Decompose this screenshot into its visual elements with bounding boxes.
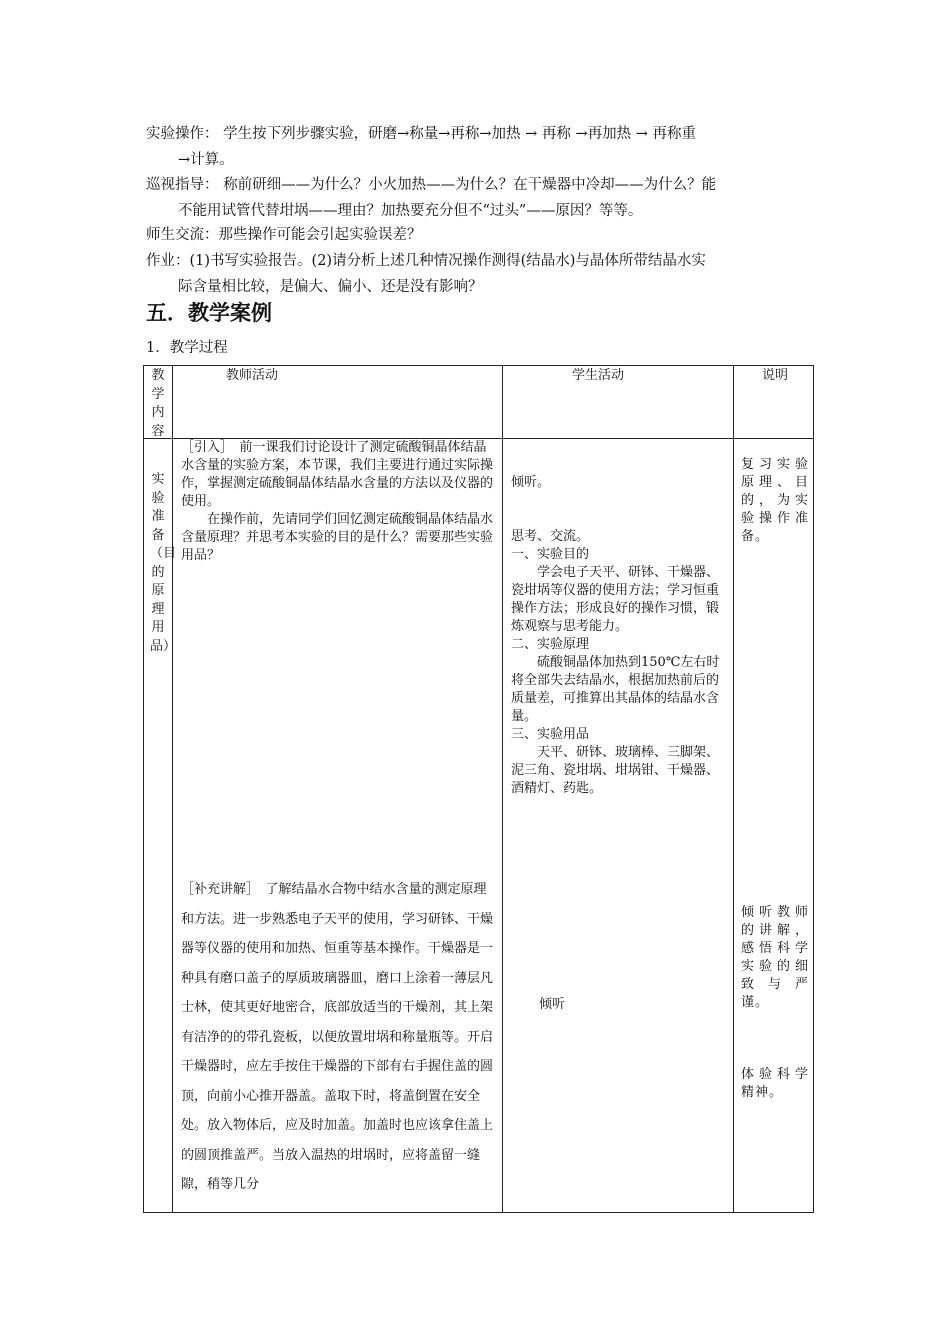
paragraph-guidance (146, 172, 810, 224)
purpose-heading: 一、实验目的 (511, 547, 590, 562)
operation-line1: 实验操作： 学生按下列步骤实验，研磨→称量→再称→加热 → 再称 →再加热 → 再称重 (146, 126, 697, 142)
paragraph-operation (146, 121, 810, 173)
header-content: 教学内容 (151, 368, 165, 439)
teacher-intro: ［引入］ 前一课我们讨论设计了测定硫酸铜晶体结晶水含量的实验方案，本节课，我们主要进行通过实际操作，掌握测定硫酸铜晶体结晶水含量的方法以及仪器的使用。 (181, 440, 494, 509)
header-student: 学生活动 (572, 368, 625, 383)
paragraph-homework (146, 248, 810, 300)
row-content-label: 实验准备（目的原理用品） (150, 472, 177, 654)
header-teacher: 教师活动 (226, 368, 279, 383)
note-listen: 倾听教师的讲解，感悟科学实验的细致与严谨。 (741, 905, 809, 1010)
operation-line2: →计算。 (178, 152, 234, 168)
note-review: 复习实验原理、目的，为实验操作准备。 (741, 457, 809, 544)
exchange-line: 师生交流：那些操作可能会引起实验误差？ (146, 227, 422, 243)
teacher-question: 在操作前，先请同学们回忆测定硫酸铜晶体结晶水含量原理？并思考本实验的目的是什么？需要那些实验用品？ (181, 512, 494, 563)
supplies-text: 天平、研钵、玻璃棒、三脚架、泥三角、瓷坩埚、坩埚钳、干燥器、酒精灯、药匙。 (511, 745, 720, 796)
principle-text: 硫酸铜晶体加热到150℃左右时将全部失去结晶水，根据加热前后的质量差，可推算出其晶体的结晶水含量。 (511, 655, 720, 724)
header-note: 说明 (762, 368, 789, 383)
column-divider (502, 366, 503, 1212)
section-title: 五．教学案例 (146, 301, 272, 325)
student-listen: 倾听。 (511, 475, 551, 490)
paragraph-exchange (146, 222, 810, 248)
homework-line1: 作业：(1)书写实验报告。(2)请分析上述几种情况操作测得(结晶水)与晶体所带结晶水实 (146, 253, 706, 269)
homework-line2: 际含量相比较，是偏大、偏小、还是没有影响？ (178, 279, 483, 295)
column-divider (172, 366, 173, 1212)
teaching-process-table (143, 365, 814, 1213)
note-spirit: 体验科学精神。 (741, 1067, 809, 1100)
supplies-heading: 三、实验用品 (511, 727, 590, 742)
subsection-title: 1．教学过程 (146, 340, 228, 356)
student-listen-2: 倾听 (539, 997, 566, 1012)
student-think: 思考、交流。 (511, 529, 590, 544)
guidance-line1: 巡视指导： 称前研细——为什么？小火加热——为什么？在干燥器中冷却——为什么？能 (146, 177, 717, 193)
principle-heading: 二、实验原理 (511, 637, 590, 652)
purpose-text: 学会电子天平、研钵、干燥器、瓷坩埚等仪器的使用方法；学习恒重操作方法；形成良好的操作习惯，锻炼观察与思考能力。 (511, 565, 720, 634)
teacher-supplement: ［补充讲解］ 了解结晶水合物中结水含量的测定原理和方法。进一步熟悉电子天平的使用，学习研钵、干燥器等仪器的使用和加热、恒重等基本操作。干燥器是一种具有磨口盖子的厚质玻璃器皿，磨口上涂着一薄层凡士林，使其更好地密合，底部放适当的干燥剂，其上架有洁净的的带孔瓷板，以便放置坩埚和称量瓶等。开启干燥器时，应左手按住干燥器的下部有右手握住盖的圆顶，向前小心推开器盖。盖取下时，将盖倒置在安全处。放入物体后，应及时加盖。加盖时也应该拿住盖上的圆顶推盖严。当放入温热的坩埚时，应将盖留一缝隙，稍等几分 (181, 882, 494, 1192)
guidance-line2: 不能用试管代替坩埚——理由？加热要充分但不“过头”——原因？等等。 (178, 203, 643, 219)
column-divider (733, 366, 734, 1212)
